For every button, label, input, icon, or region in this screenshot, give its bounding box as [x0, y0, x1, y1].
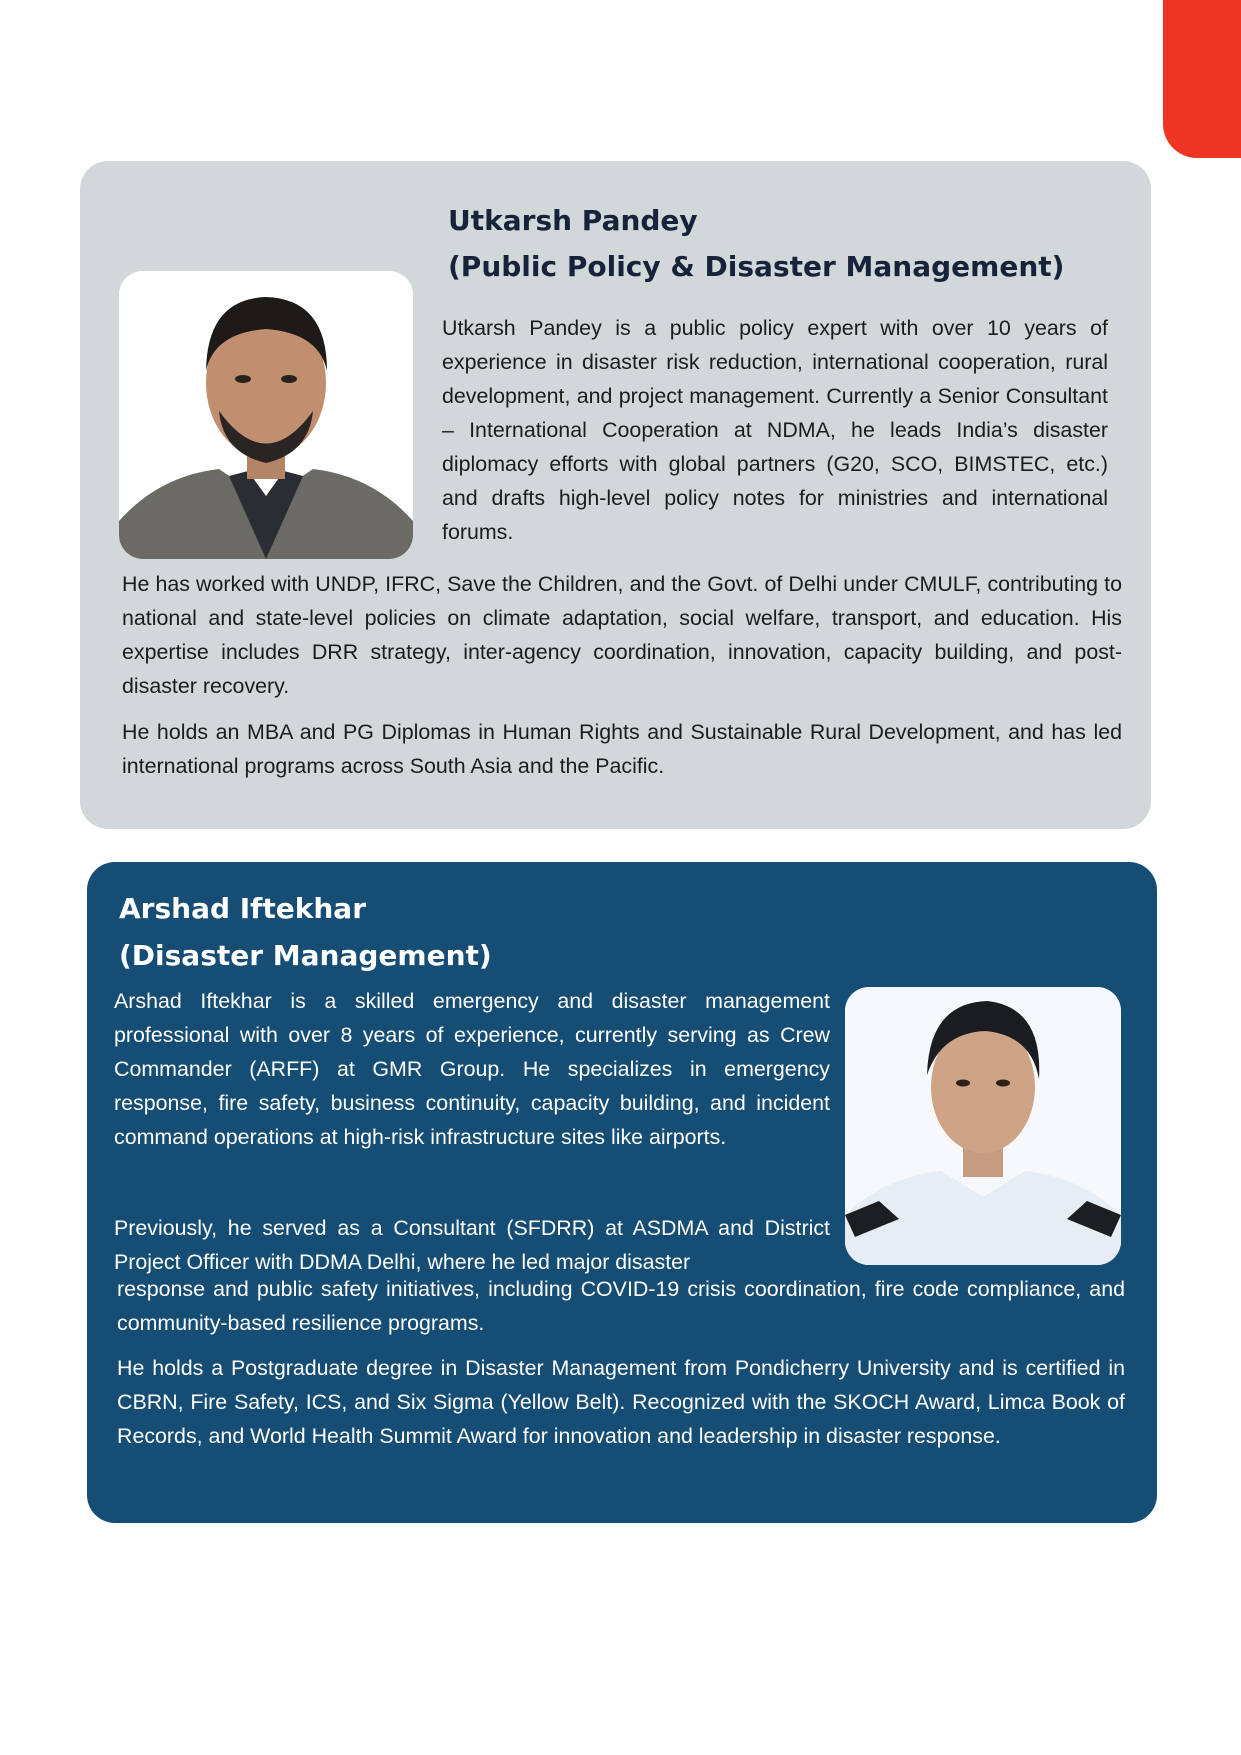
- bio-previous-part1: Previously, he served as a Consultant (SFDRR) at ASDMA and District Project Officer with DDMA Delhi, where he led major disaster: [114, 1216, 830, 1274]
- corner-accent-tab: [1163, 0, 1241, 158]
- bio-education: He holds a Postgraduate degree in Disaster Management from Pondicherry University and is certified in CBRN, Fire Safety, ICS, and Six Sigma (Yellow Belt). Recognized with the SKOCH Award, Limca Book of Records, and World Health Summit Award for innovation and leadership in disaster response.: [117, 1356, 1125, 1448]
- bio-intro: Utkarsh Pandey is a public policy expert with over 10 years of experience in disaster risk reduction, international cooperation, rural development, and project management. Currently a Senior Consultant – International Cooperation at NDMA, he leads India’s disaster diplomacy efforts with global partners (G20, SCO, BIMSTEC, etc.) and drafts high-level policy notes for ministries and international forums.: [442, 316, 1108, 544]
- bio-experience: He has worked with UNDP, IFRC, Save the Children, and the Govt. of Delhi under CMULF, contributing to national and state-level policies on climate adaptation, social welfare, transport, and education. His expertise includes DRR strategy, inter-agency coordination, innovation, capacity building, and post-disaster recovery.: [122, 572, 1122, 698]
- bio-previous-part2: response and public safety initiatives, including COVID-19 crisis coordination, fire code compliance, and community-based resilience programs.: [117, 1277, 1125, 1335]
- profile-role: (Public Policy & Disaster Management): [448, 250, 1065, 283]
- profile-photo: [845, 987, 1121, 1265]
- bio-intro: Arshad Iftekhar is a skilled emergency and disaster management professional with over 8 years of experience, currently serving as Crew Commander (ARFF) at GMR Group. He specializes in emergency response, fire safety, business continuity, capacity building, and incident command operations at high-risk infrastructure sites like airports.: [114, 989, 830, 1149]
- profile-photo: [119, 271, 413, 559]
- bio-education: He holds an MBA and PG Diplomas in Human Rights and Sustainable Rural Development, and has led international programs across South Asia and the Pacific.: [122, 720, 1122, 778]
- profile-role: (Disaster Management): [119, 939, 492, 972]
- profile-name: Arshad Iftekhar: [119, 892, 366, 925]
- profile-name: Utkarsh Pandey: [448, 204, 698, 237]
- profile-card-arshad-iftekhar: [87, 862, 1157, 1523]
- profile-card-utkarsh-pandey: [80, 161, 1151, 829]
